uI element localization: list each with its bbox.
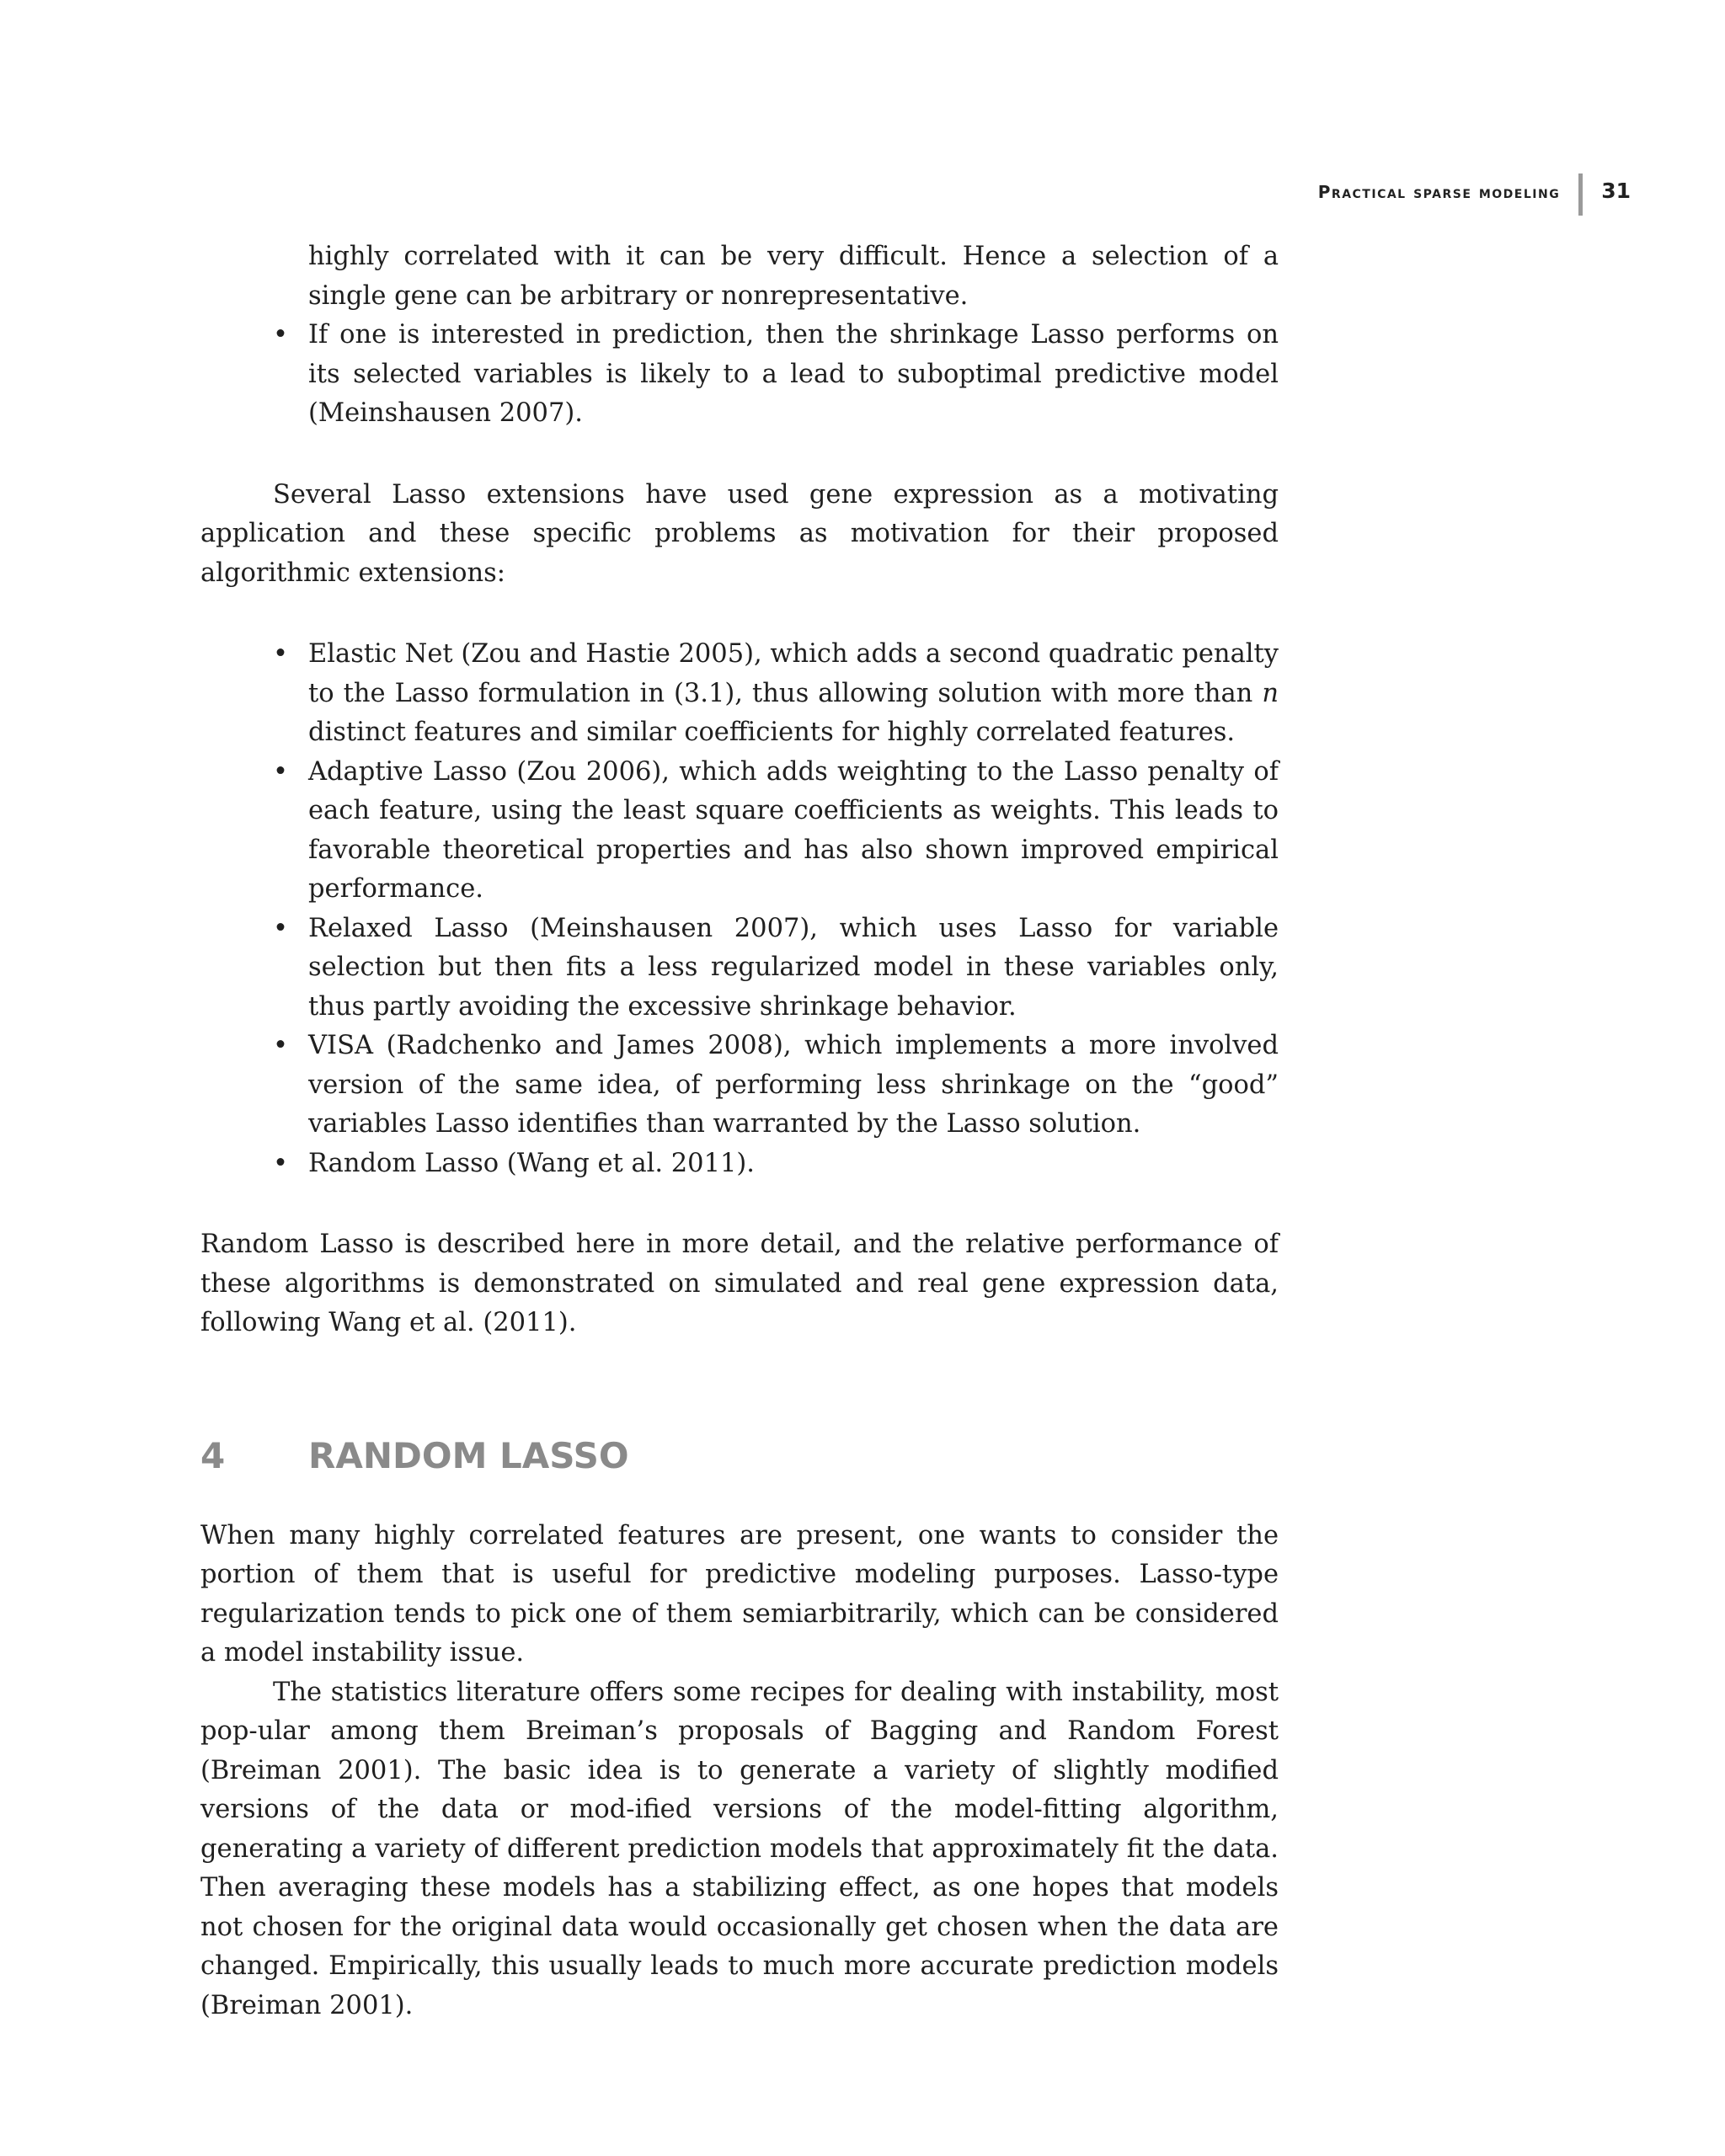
summary-paragraph: Random Lasso is described here in more detail, and the relative performance of these algorithms is demonstrated on simulated and real gene expression data, following Wang et al. (2011). <box>200 1230 1279 1337</box>
list-item <box>200 1027 1279 1145</box>
bullet-list-top <box>200 316 1279 434</box>
page-number: 31 <box>1601 179 1631 203</box>
bullet-continuation: highly correlated with it can be very difficult. Hence a selection of a single gene can be arbitrary or nonrepresentative. <box>308 242 1279 311</box>
list-item <box>200 316 1279 434</box>
bullet-icon: • <box>273 756 288 787</box>
section-paragraph: The statistics literature offers some recipes for dealing with instability, most pop-ular among them Breiman’s proposals of Bagging and Random Forest (Breiman 2001). The basic idea is to generate a variety of slightly modified versions of the data or mod-ified versions of the model-fitting algorithm, generating a variety of different prediction models that approximately fit the data. Then averaging these models has a stabilizing effect, as one hopes that models not chosen for the original data would occasionally get chosen when the data are changed. Empirically, this usually leads to much more accurate prediction models (Breiman 2001). <box>200 1677 1279 2020</box>
bullet-icon: • <box>273 320 288 350</box>
section-title: RANDOM LASSO <box>308 1434 629 1476</box>
section-heading <box>200 1433 1279 1480</box>
section-paragraph: When many highly correlated features are present, one wants to consider the portion of them that is useful for predictive modeling purposes. Lasso-type regularization tends to pick one of them semiarbitrarily, which can be considered a model instability issue. <box>200 1520 1279 1668</box>
bullet-icon: • <box>273 1031 288 1060</box>
list-item <box>200 1145 1279 1184</box>
list-item-text: distinct features and similar coefficients for highly correlated features. <box>308 718 1236 747</box>
extensions-list <box>200 635 1279 1183</box>
section-number: 4 <box>200 1434 226 1476</box>
list-item-text: Adaptive Lasso (Zou 2006), which adds weighting to the Lasso penalty of each feature, using the least square coefficients as weights. This leads to favorable theoretical properties and has also shown improved empirical performance. <box>308 756 1279 904</box>
running-title: Practical sparse modeling <box>1317 182 1561 202</box>
list-item <box>200 910 1279 1027</box>
bullet-icon: • <box>273 1148 288 1178</box>
list-item <box>200 753 1279 910</box>
bullet-icon: • <box>273 913 288 943</box>
running-header <box>1318 173 1631 221</box>
list-item-text: Random Lasso (Wang et al. 2011). <box>308 1148 755 1178</box>
bullet-icon: • <box>273 639 288 669</box>
list-item-text: Elastic Net (Zou and Hastie 2005), which adds a second quadratic penalty to the Lasso formulation in (3.1), thus allowing solution with more than <box>308 639 1279 708</box>
list-item-text: VISA (Radchenko and James 2008), which implements a more involved version of the same idea, of performing less shrinkage on the “good” variables Lasso identifies than warranted by the Lasso solution. <box>308 1031 1279 1139</box>
intro-paragraph: Several Lasso extensions have used gene expression as a motivating application and these specific problems as motivation for their proposed algorithmic extensions: <box>200 479 1279 588</box>
italic-variable: n <box>1262 678 1279 708</box>
list-item <box>200 635 1279 753</box>
list-item-text: If one is interested in prediction, then the shrinkage Lasso performs on its selected variables is likely to a lead to suboptimal predictive model (Meinshausen 2007). <box>308 320 1279 428</box>
list-item-text: Relaxed Lasso (Meinshausen 2007), which uses Lasso for variable selection but then fits a less regularized model in these variables only, thus partly avoiding the excessive shrinkage behavior. <box>308 913 1279 1022</box>
header-rule <box>1578 173 1583 216</box>
page-body <box>200 237 1279 2025</box>
